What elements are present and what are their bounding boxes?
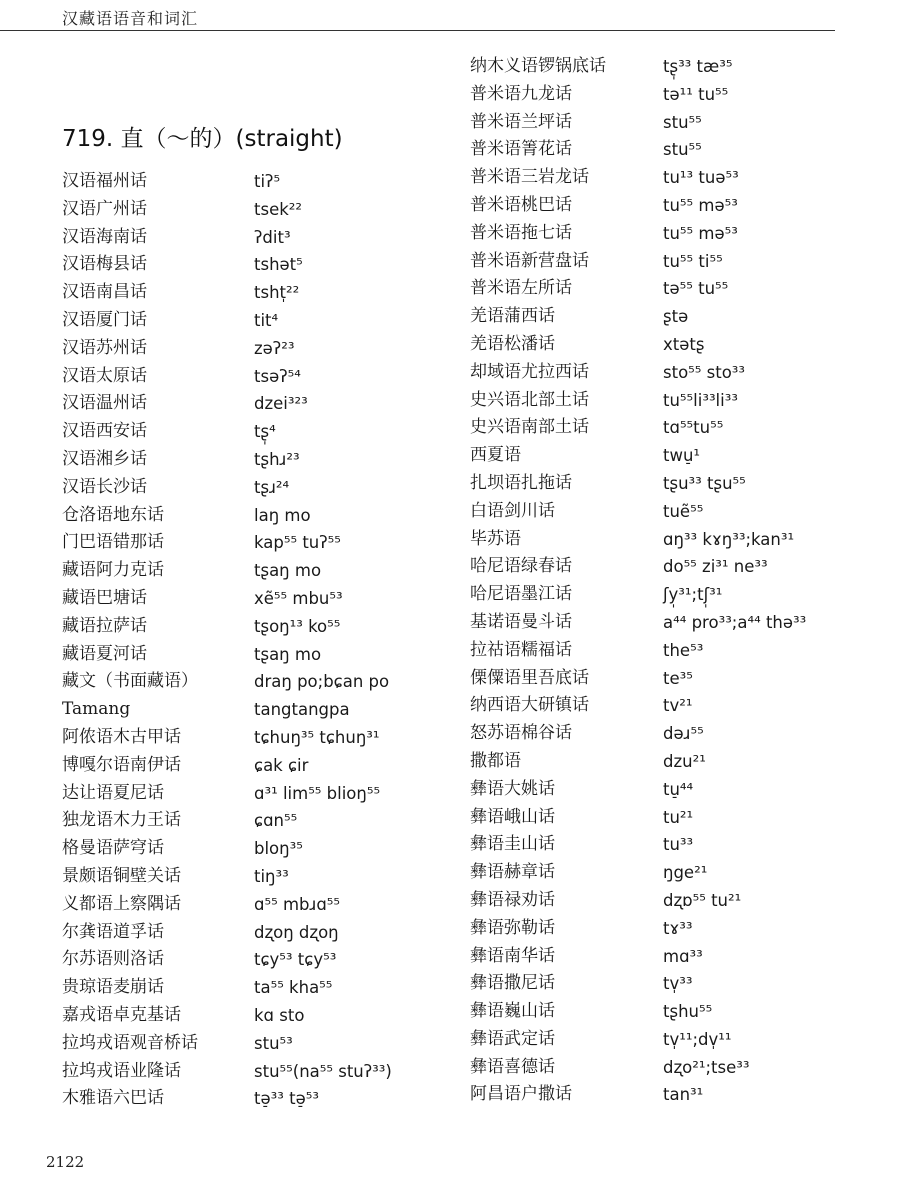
entry-row — [470, 692, 890, 720]
entry-row — [62, 446, 462, 474]
language-name: 汉语温州话 — [62, 393, 147, 414]
word-form: tʂ̩³³ tæ³⁵ — [663, 57, 733, 76]
entry-row — [62, 946, 462, 974]
word-form: kap⁵⁵ tuʔ⁵⁵ — [254, 533, 341, 553]
word-form: xẽ⁵⁵ mbu⁵³ — [254, 588, 343, 608]
entry-row — [470, 887, 890, 915]
word-form: stu⁵⁵(na⁵⁵ stuʔ³³) — [254, 1061, 392, 1081]
word-form: a⁴⁴ pro³³;a⁴⁴ thə³³ — [663, 612, 807, 632]
word-form: ɕak ɕir — [254, 755, 309, 775]
word-form: stu⁵⁵ — [663, 112, 702, 132]
language-name: 普米语三岩龙话 — [470, 167, 589, 188]
entry-row — [470, 637, 890, 665]
language-name: 普米语新营盘话 — [470, 250, 589, 271]
word-form: ŋge²¹ — [663, 863, 708, 883]
word-form: tʂoŋ¹³ ko⁵⁵ — [254, 616, 341, 636]
language-name: 阿昌语户撒话 — [470, 1084, 572, 1105]
entry-row — [470, 275, 890, 303]
entry-row — [470, 804, 890, 832]
language-name: 彝语武定话 — [470, 1028, 555, 1049]
entry-row — [470, 831, 890, 859]
entry-row — [470, 164, 890, 192]
page-number: 2122 — [46, 1153, 85, 1171]
language-name: 扎坝语扎拖话 — [470, 472, 572, 493]
language-name: 彝语弥勒话 — [470, 917, 555, 938]
word-form: tu⁵⁵ mə⁵³ — [663, 223, 738, 243]
entry-row — [470, 915, 890, 943]
language-name: 汉语厦门话 — [62, 309, 147, 330]
language-name: 门巴语错那话 — [62, 532, 164, 553]
entry-row — [470, 303, 890, 331]
word-form: tu̠⁴⁴ — [663, 779, 694, 799]
language-name: 却域语尤拉西话 — [470, 361, 589, 382]
language-name: 汉语太原话 — [62, 365, 147, 386]
word-form: draŋ po;bɕan po — [254, 672, 390, 692]
entry-row — [62, 696, 462, 724]
language-name: 汉语西安话 — [62, 421, 147, 442]
entry-row — [470, 748, 890, 776]
language-name: 藏语巴塘话 — [62, 587, 147, 608]
entry-row — [62, 807, 462, 835]
word-form: tə¹¹ tu⁵⁵ — [663, 84, 729, 104]
word-form: do⁵⁵ zi³¹ ne³³ — [663, 557, 768, 577]
language-name: 汉语长沙话 — [62, 476, 147, 497]
word-form: tsek²² — [254, 199, 303, 219]
language-name: 拉坞戎语观音桥话 — [62, 1032, 198, 1053]
language-name: 拉坞戎语业隆话 — [62, 1060, 181, 1081]
language-name: 尔龚语道孚话 — [62, 921, 164, 942]
entry-row — [62, 1058, 462, 1086]
word-form: dəɹ⁵⁵ — [663, 724, 704, 744]
entry-row — [62, 585, 462, 613]
word-form: the⁵³ — [663, 640, 704, 660]
entry-row — [470, 136, 890, 164]
word-form: tʂhu⁵⁵ — [663, 1002, 713, 1022]
word-form: dzei³²³ — [254, 394, 308, 414]
word-form: tshət⁵ — [254, 255, 303, 275]
language-name: 史兴语南部土话 — [470, 417, 589, 438]
language-name: 史兴语北部土话 — [470, 389, 589, 410]
word-form: tit⁴ — [254, 310, 279, 330]
language-name: 藏语拉萨话 — [62, 615, 147, 636]
language-name: 藏语阿力克话 — [62, 560, 164, 581]
language-name: 撒都语 — [470, 750, 521, 771]
word-form: dʐoŋ dʐoŋ — [254, 922, 339, 942]
entry-row — [62, 363, 462, 391]
word-form: mɑ³³ — [663, 946, 703, 966]
language-name: 普米语箐花话 — [470, 139, 572, 160]
word-form: stu⁵⁵ — [663, 140, 702, 160]
entry-row — [62, 307, 462, 335]
entry-row — [470, 498, 890, 526]
language-name: 嘉戎语卓克基话 — [62, 1004, 181, 1025]
language-name: 景颇语铜壁关话 — [62, 865, 181, 886]
word-form: dʐɒ⁵⁵ tu²¹ — [663, 890, 742, 910]
entry-row — [470, 665, 890, 693]
entry-row — [62, 251, 462, 279]
word-form: tʂ̩⁴ — [254, 422, 276, 442]
word-form: tə̠³³ tə̠⁵³ — [254, 1089, 319, 1109]
language-name: 拉祜语糯福话 — [470, 639, 572, 660]
entry-row — [470, 970, 890, 998]
word-form: tangtangpa — [254, 700, 350, 720]
word-form: tv²¹ — [663, 696, 693, 716]
word-form: xtətʂ — [663, 334, 705, 354]
word-form: te³⁵ — [663, 668, 693, 688]
entry-row — [62, 724, 462, 752]
entry-row — [62, 835, 462, 863]
language-name: 普米语兰坪话 — [470, 111, 572, 132]
word-form: sto⁵⁵ sto³³ — [663, 362, 746, 382]
entry-row — [470, 526, 890, 554]
language-name: 普米语九龙话 — [470, 83, 572, 104]
entry-row — [62, 974, 462, 1002]
language-name: 格曼语萨穹话 — [62, 838, 164, 859]
language-name: 义都语上察隅话 — [62, 893, 181, 914]
word-form: tʂu³³ tʂu⁵⁵ — [663, 473, 746, 493]
word-form: tʂhɹ²³ — [254, 449, 300, 469]
entry-row — [470, 1054, 890, 1082]
word-form: tɕy⁵³ tɕy⁵³ — [254, 950, 337, 970]
word-form: laŋ mo — [254, 505, 311, 525]
entry-row — [470, 442, 890, 470]
left-column — [62, 168, 462, 1113]
word-form: dzu²¹ — [663, 751, 706, 771]
language-name: 傈僳语里吾底话 — [470, 667, 589, 688]
word-form: tu²¹ — [663, 807, 694, 827]
word-form: ɑŋ³³ kɤŋ³³;kan³¹ — [663, 529, 795, 549]
word-form: ɕɑn⁵⁵ — [254, 811, 298, 831]
entry-row — [62, 224, 462, 252]
language-name: 怒苏语棉谷话 — [470, 723, 572, 744]
word-form: tu¹³ tuə⁵³ — [663, 168, 739, 188]
entry-row — [470, 248, 890, 276]
entry-row — [470, 109, 890, 137]
language-name: 普米语拖七话 — [470, 222, 572, 243]
word-form: tə⁵⁵ tu⁵⁵ — [663, 279, 729, 299]
running-head: 汉藏语语音和词汇 — [62, 9, 199, 28]
language-name: 仓洛语地东话 — [62, 504, 164, 525]
entry-row — [470, 414, 890, 442]
entry-row — [470, 220, 890, 248]
word-form: zəʔ²³ — [254, 338, 295, 358]
word-form: tɑ⁵⁵tu⁵⁵ — [663, 418, 724, 438]
entry-row — [470, 581, 890, 609]
entry-row — [62, 335, 462, 363]
language-name: 尔苏语则洛话 — [62, 949, 164, 970]
language-name: 彝语喜德话 — [470, 1056, 555, 1077]
word-form: stu⁵³ — [254, 1033, 293, 1053]
language-name: 彝语禄劝话 — [470, 889, 555, 910]
language-name: 彝语赫章话 — [470, 862, 555, 883]
word-form: tsəʔ⁵⁴ — [254, 366, 301, 386]
entry-row — [470, 553, 890, 581]
entry-row — [62, 919, 462, 947]
word-form: twu̠¹ — [663, 446, 701, 466]
entry-row — [62, 641, 462, 669]
language-name: 汉语广州话 — [62, 198, 147, 219]
entry-row — [62, 474, 462, 502]
word-form: ɑ⁵⁵ mbɹɑ⁵⁵ — [254, 894, 341, 914]
language-name: 木雅语六巴话 — [62, 1088, 164, 1109]
language-name: 汉语梅县话 — [62, 254, 147, 275]
word-form: tu³³ — [663, 835, 694, 855]
word-form: tu⁵⁵li³³li³³ — [663, 390, 738, 410]
language-name: 普米语左所话 — [470, 278, 572, 299]
word-form: ɑ³¹ lim⁵⁵ blioŋ⁵⁵ — [254, 783, 381, 803]
entry-row — [470, 470, 890, 498]
language-name: 汉语南昌话 — [62, 282, 147, 303]
word-form: tʂaŋ mo — [254, 561, 322, 581]
word-form: dʐo²¹;tse³³ — [663, 1057, 750, 1077]
entry-row — [62, 1030, 462, 1058]
entry-row — [62, 418, 462, 446]
word-form: tuẽ⁵⁵ — [663, 501, 704, 521]
word-form: ta⁵⁵ kha⁵⁵ — [254, 978, 333, 998]
language-name: 彝语峨山话 — [470, 806, 555, 827]
word-form: tiŋ³³ — [254, 866, 289, 886]
word-form: ʔdit³ — [254, 227, 291, 247]
language-name: 达让语夏尼话 — [62, 782, 164, 803]
language-name: 汉语湘乡话 — [62, 448, 147, 469]
entry-row — [470, 720, 890, 748]
language-name: 彝语大姚话 — [470, 778, 555, 799]
entry-row — [470, 859, 890, 887]
entry-row — [62, 780, 462, 808]
word-form: ʂtə — [663, 307, 689, 327]
entry-title: 719. 直（～的）(straight) — [62, 126, 343, 152]
entry-row — [62, 863, 462, 891]
entry-row — [62, 891, 462, 919]
language-name: 西夏语 — [470, 445, 521, 466]
entry-row — [62, 557, 462, 585]
language-name: 博嘎尔语南伊话 — [62, 754, 181, 775]
entry-row — [470, 609, 890, 637]
language-name: 彝语南华话 — [470, 945, 555, 966]
entry-row — [470, 1026, 890, 1054]
word-form: tu⁵⁵ ti⁵⁵ — [663, 251, 723, 271]
word-form: tɤ³³ — [663, 918, 693, 938]
word-form: bloŋ³⁵ — [254, 839, 303, 859]
right-column — [470, 53, 890, 1109]
entry-row — [470, 192, 890, 220]
entry-row — [470, 998, 890, 1026]
word-form: tv̩³³ — [663, 974, 693, 994]
language-name: 彝语圭山话 — [470, 834, 555, 855]
language-name: 独龙语木力王话 — [62, 810, 181, 831]
language-name: 普米语桃巴话 — [470, 194, 572, 215]
language-name: 白语剑川话 — [470, 500, 555, 521]
word-form: tu⁵⁵ mə⁵³ — [663, 195, 738, 215]
entry-row — [470, 359, 890, 387]
entry-row — [470, 776, 890, 804]
language-name: 纳西语大研镇话 — [470, 695, 589, 716]
entry-row — [470, 1081, 890, 1109]
word-form: tiʔ⁵ — [254, 172, 281, 191]
language-name: 阿侬语木古甲话 — [62, 726, 181, 747]
entry-row — [62, 752, 462, 780]
language-name: 哈尼语墨江话 — [470, 584, 572, 605]
entry-row — [470, 53, 890, 81]
language-name: 汉语海南话 — [62, 226, 147, 247]
entry-row — [62, 668, 462, 696]
entry-row — [62, 502, 462, 530]
language-name: 藏文（书面藏语） — [62, 671, 198, 692]
language-name: 纳木义语锣锅底话 — [470, 56, 606, 76]
word-form: tʂaŋ mo — [254, 644, 322, 664]
language-name: 汉语苏州话 — [62, 337, 147, 358]
entry-row — [62, 390, 462, 418]
word-form: tɕhuŋ³⁵ tɕhuŋ³¹ — [254, 727, 380, 747]
entry-row — [470, 331, 890, 359]
entry-row — [62, 1085, 462, 1113]
language-name: 汉语福州话 — [62, 171, 147, 191]
entry-row — [470, 943, 890, 971]
entry-row — [62, 529, 462, 557]
word-form: tan³¹ — [663, 1085, 704, 1105]
language-name: 毕苏语 — [470, 528, 521, 549]
language-name: 基诺语曼斗话 — [470, 611, 572, 632]
language-name: Tamang — [62, 699, 131, 720]
word-form: tsht̩²² — [254, 283, 300, 303]
word-form: kɑ sto — [254, 1005, 305, 1025]
word-form: tʂɹ²⁴ — [254, 477, 290, 497]
word-form: ʃy̩³¹;tʃ̩³¹ — [663, 585, 723, 605]
word-form: tv̩¹¹;dv̩¹¹ — [663, 1029, 732, 1049]
language-name: 哈尼语绿春话 — [470, 556, 572, 577]
language-name: 贵琼语麦崩话 — [62, 977, 164, 998]
entry-row — [470, 81, 890, 109]
entry-row — [62, 196, 462, 224]
language-name: 彝语巍山话 — [470, 1001, 555, 1022]
language-name: 羌语蒲西话 — [470, 306, 555, 327]
entry-row — [470, 387, 890, 415]
language-name: 彝语撒尼话 — [470, 973, 555, 994]
language-name: 藏语夏河话 — [62, 643, 147, 664]
entry-row — [62, 613, 462, 641]
language-name: 羌语松潘话 — [470, 333, 555, 354]
entry-row — [62, 1002, 462, 1030]
header-rule — [0, 30, 835, 31]
entry-row — [62, 279, 462, 307]
entry-row — [62, 168, 462, 196]
